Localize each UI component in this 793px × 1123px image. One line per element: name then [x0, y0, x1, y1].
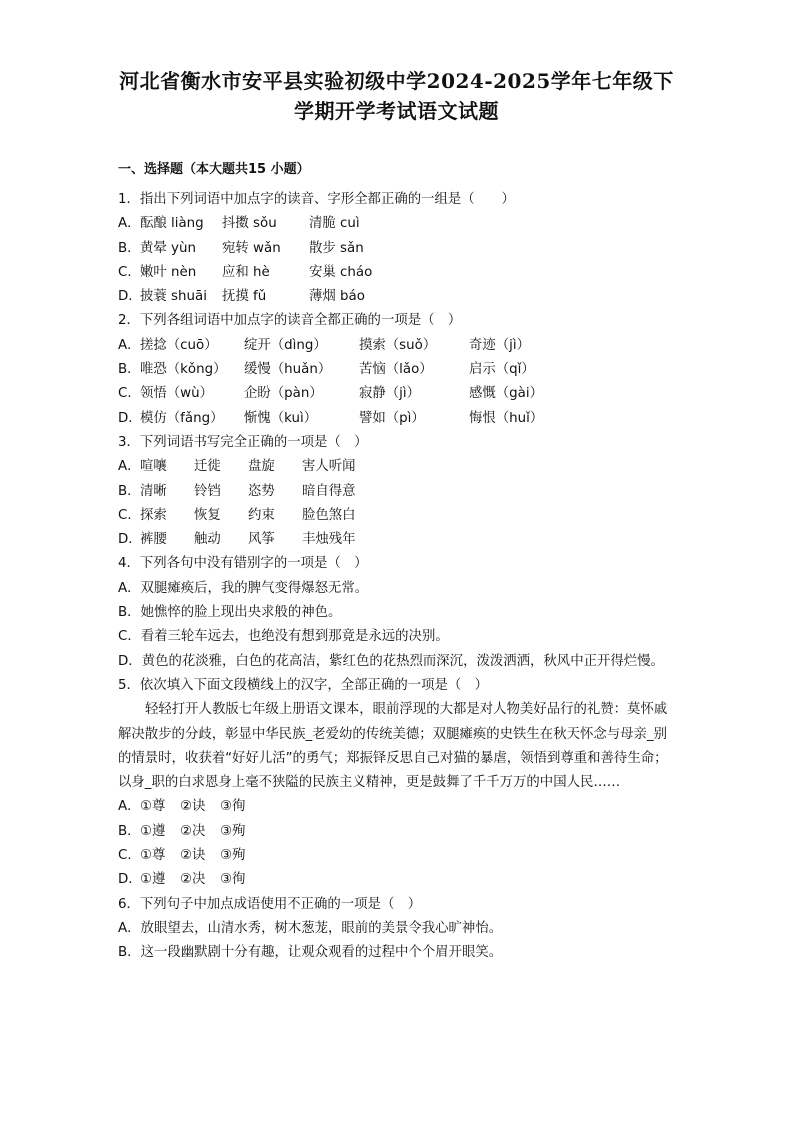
option-label: C． — [118, 507, 141, 523]
option-term: 脸色煞白 — [302, 507, 356, 523]
question-4-option-b: B．她憔悴的脸上现出央求般的神色。 — [118, 605, 342, 621]
option-term: 裤腰 — [140, 532, 167, 548]
option-label: C． — [118, 264, 141, 280]
option-term: ②诀 — [180, 848, 206, 864]
question-3-option-a — [118, 455, 678, 479]
question-3-option-b — [118, 480, 678, 504]
question-1-option-a — [118, 212, 678, 236]
option-label: A． — [118, 459, 141, 475]
option-term: 奇迹（jì） — [469, 337, 531, 353]
option-term: 风筝 — [248, 532, 275, 548]
question-6-option-a: A．放眼望去，山清水秀，树木葱茏，眼前的美景令我心旷神怡。 — [118, 920, 503, 936]
option-label: B． — [118, 362, 141, 378]
option-term: 清晰 — [140, 483, 167, 499]
question-4-option-c: C．看着三轮车远去，也绝没有想到那竟是永远的决别。 — [118, 629, 449, 645]
option-term: ③殉 — [220, 848, 246, 864]
option-term: ①尊 — [140, 799, 166, 815]
option-term: ①遵 — [140, 872, 166, 888]
option-term: 散步 sǎn — [309, 240, 364, 256]
section-heading: 一、选择题（本大题共15 小题） — [118, 162, 310, 177]
option-label: B． — [118, 823, 141, 839]
question-2-option-d — [118, 407, 678, 431]
option-term: 缓慢（huǎn） — [244, 362, 332, 378]
option-label: D． — [118, 872, 142, 888]
option-term: ①遵 — [140, 823, 166, 839]
option-term: 搓捻（cuō） — [140, 337, 218, 353]
option-term: 酝酿 liàng — [140, 216, 204, 232]
question-2-option-c — [118, 382, 678, 406]
option-term: 譬如（pì） — [359, 410, 425, 426]
option-term: 迁徙 — [194, 459, 221, 475]
option-term: 绽开（dìng） — [244, 337, 327, 353]
option-label: A． — [118, 216, 141, 232]
question-2-option-b — [118, 358, 678, 382]
option-term: 感慨（gài） — [469, 386, 543, 402]
question-6-option-b: B．这一段幽默剧十分有趣，让观众观看的过程中个个眉开眼笑。 — [118, 945, 503, 961]
option-term: ③徇 — [220, 799, 246, 815]
option-term: 领悟（wù） — [140, 386, 214, 402]
option-term: 薄烟 báo — [309, 289, 365, 305]
option-term: 恢复 — [194, 507, 221, 523]
option-term: 铃铛 — [194, 483, 221, 499]
question-3-stem: 3．下列词语书写完全正确的一项是（ ） — [118, 434, 368, 450]
question-1-stem: 1．指出下列词语中加点字的读音、字形全都正确的一组是（ ） — [118, 192, 515, 207]
option-term: ②决 — [180, 823, 206, 839]
title-line-1: 河北省衡水市安平县实验初级中学2024-2025学年七年级下 — [119, 69, 674, 93]
question-3-option-c — [118, 504, 678, 528]
question-2-stem: 2．下列各组词语中加点字的读音全都正确的一项是（ ） — [118, 313, 462, 329]
option-term: ③殉 — [220, 823, 246, 839]
question-1-option-d — [118, 285, 678, 309]
question-5-passage: 轻轻打开人教版七年级上册语文课本，眼前浮现的大都是对人物美好品行的礼赞：莫怀戚解决散步的分歧，彰显中华民族_老爱幼的传统美德；双腿瘫痪的史铁生在秋天怀念与母亲_别的情景时，收获着“好好儿活”的勇气；郑振铎反思自己对猫的暴虐，领悟到尊重和善待生命；以身_职的白求恩身上毫不狭隘的民族主义精神，更是鼓舞了千千万万的中国人民…… — [118, 702, 668, 791]
question-4-option-a: A．双腿瘫痪后，我的脾气变得爆怒无常。 — [118, 580, 369, 596]
option-label: D． — [118, 410, 142, 426]
option-term: 启示（qǐ） — [469, 362, 535, 378]
option-label: B． — [118, 483, 141, 499]
option-term: 探索 — [140, 507, 167, 523]
option-term: 苦恼（lǎo） — [359, 362, 433, 378]
option-term: 丰烛残年 — [302, 532, 356, 548]
option-term: 摸索（suǒ） — [359, 337, 437, 353]
question-2-option-a — [118, 334, 678, 358]
option-label: A． — [118, 337, 141, 353]
option-term: 嫩叶 nèn — [140, 264, 197, 280]
option-term: 恣势 — [248, 483, 275, 499]
option-term: 触动 — [194, 532, 221, 548]
option-term: ②诀 — [180, 799, 206, 815]
question-5-option-c — [118, 844, 678, 868]
question-3-option-d — [118, 528, 678, 552]
option-term: 害人听闻 — [302, 459, 356, 475]
title-line-2: 学期开学考试语文试题 — [294, 99, 499, 123]
option-term: 暗自得意 — [302, 483, 356, 499]
question-5-option-d — [118, 868, 678, 892]
question-1-option-b — [118, 237, 678, 261]
document-title — [100, 66, 693, 126]
option-term: ②决 — [180, 872, 206, 888]
option-term: 唯恐（kǒng） — [140, 362, 227, 378]
option-label: D． — [118, 289, 142, 305]
option-term: ③徇 — [220, 872, 246, 888]
question-5-stem: 5．依次填入下面文段横线上的汉字，全部正确的一项是（ ） — [118, 677, 489, 693]
question-5-option-b — [118, 820, 678, 844]
question-6-stem: 6．下列句子中加点成语使用不正确的一项是（ ） — [118, 896, 422, 912]
option-term: ①尊 — [140, 848, 166, 864]
option-term: 企盼（pàn） — [244, 386, 323, 402]
questions — [118, 188, 678, 966]
question-4-stem: 4．下列各句中没有错别字的一项是（ ） — [118, 556, 368, 572]
question-5-option-a — [118, 795, 678, 819]
option-term: 约束 — [248, 507, 275, 523]
option-term: 寂静（jì） — [359, 386, 421, 402]
option-label: C． — [118, 848, 141, 864]
option-term: 抖擞 sǒu — [222, 216, 277, 232]
option-term: 喧嚷 — [140, 459, 167, 475]
option-label: C． — [118, 386, 141, 402]
option-label: A． — [118, 799, 141, 815]
option-term: 黄晕 yùn — [140, 240, 196, 256]
option-term: 盘旋 — [248, 459, 275, 475]
option-term: 安巢 cháo — [309, 264, 373, 280]
option-term: 模仿（fǎng） — [140, 410, 224, 426]
option-label: D． — [118, 532, 142, 548]
option-term: 抚摸 fǔ — [222, 289, 267, 305]
option-term: 披蓑 shuāi — [140, 289, 207, 305]
option-term: 应和 hè — [222, 264, 270, 280]
option-term: 悔恨（huǐ） — [469, 410, 544, 426]
question-1-option-c — [118, 261, 678, 285]
question-4-option-d: D．黄色的花淡雅，白色的花高洁，紫红色的花热烈而深沉，泼泼洒洒，秋风中正开得烂慢。 — [118, 653, 664, 669]
option-label: B． — [118, 240, 141, 256]
option-term: 惭愧（kuì） — [244, 410, 318, 426]
option-term: 清脆 cuì — [309, 216, 360, 232]
option-term: 宛转 wǎn — [222, 240, 281, 256]
